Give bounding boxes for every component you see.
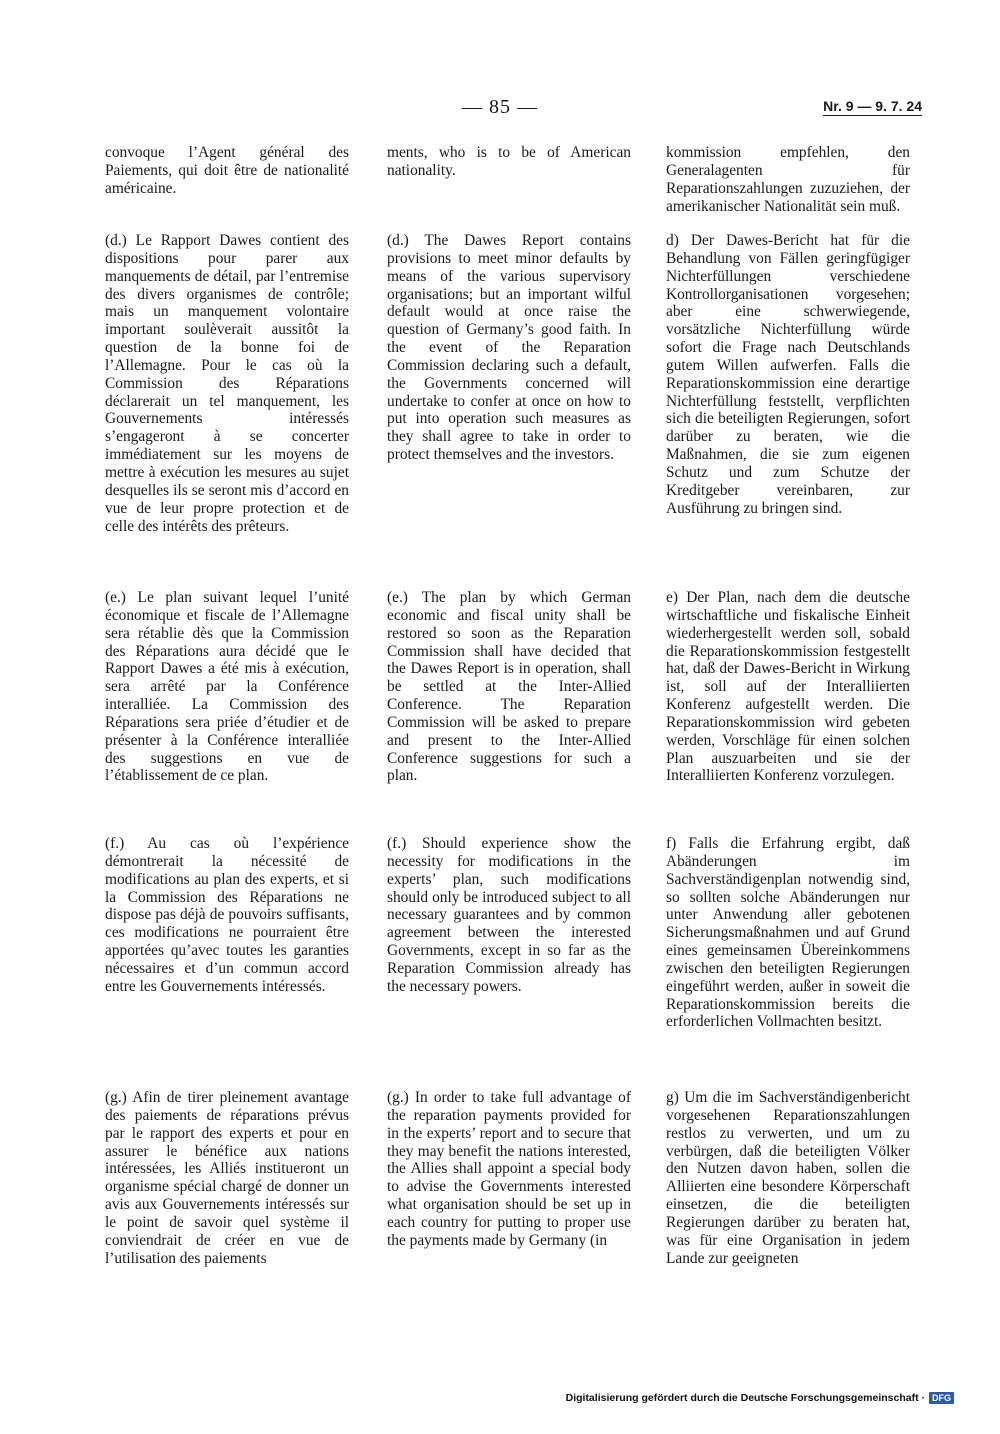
footer-text: Digitalisierung gefördert durch die Deutsche Forschungsgemeinschaft · [565, 1392, 925, 1404]
de-paragraph-intro: kommission empfehlen, den Generalagenten für Reparationszahlungen zuzuziehen, der amerikanischer Nationalität sein muß. [666, 144, 910, 215]
digitization-footer [566, 1392, 954, 1404]
fr-paragraph-f: (f.) Au cas où l’expérience démontrerait la nécessité de modifications au plan des experts, et si la Commission des Réparations ne dispose pas déjà de pouvoirs suffisants, ces modifications ne pourraient être apportées qu’avec toutes les garanties nécessaires et d’un commun accord entre les Gouvernements intéressés. [105, 835, 349, 995]
de-paragraph-f: f) Falls die Erfahrung ergibt, daß Abänderungen im Sachverständigenplan notwendig sind, so sollten solche Abänderungen nur unter Anwendung aller gebotenen Sicherungsmaßnahmen und auf Grund eines gemeinsamen Übereinkommens zwischen den beteiligten Regierungen eingeführt werden, außer in soweit die Reparationskommission bereits die erforderlichen Vollmachten besitzt. [666, 835, 910, 1031]
de-paragraph-e: e) Der Plan, nach dem die deutsche wirtschaftliche und fiskalische Einheit wiederhergestellt werden soll, sobald die Reparationskommission festgestellt hat, daß der Dawes-Bericht in Wirkung ist, soll auf der Interalliierten Konferenz aufgestellt werden. Die Reparationskommission wird gebeten werden, Vorschläge für einen solchen Plan auszuarbeiten und sie der Interalliierten Konferenz vorzulegen. [666, 589, 910, 785]
fr-paragraph-intro: convoque l’Agent général des Paiements, qui doit être de nationalité américaine. [105, 144, 349, 197]
dfg-logo: DFG [929, 1392, 954, 1404]
de-paragraph-g: g) Um die im Sachverständigenbericht vorgesehenen Reparationszahlungen restlos zu verwerten, und um zu verbürgen, daß die beteiligten Völker den Nutzen davon haben, sollen die Alliierten eine besondere Körperschaft einsetzen, die die beteiligten Regierungen darüber zu beraten hat, was für eine Organisation in jedem Lande zur geeigneten [666, 1089, 910, 1267]
fr-paragraph-g: (g.) Afin de tirer pleinement avantage des paiements de réparations prévus par le rapport des experts et pour en assurer le bénéfice aux nations intéressées, les Alliés institueront un organisme spécial chargé de donner un avis aux Gouvernements intéressés sur le point de savoir quel système il conviendrait de créer en vue de l’utilisation des paiements [105, 1089, 349, 1267]
issue-label: Nr. 9 — 9. 7. 24 [823, 98, 922, 114]
fr-paragraph-d: (d.) Le Rapport Dawes contient des dispositions pour parer aux manquements de détail, par l’entremise des divers organismes de contrôle; mais un manquement volontaire important soulèverait aussitôt la question de la bonne foi de l’Allemagne. Pour le cas où la Commission des Réparations déclarerait un tel manquement, les Gouvernements intéressés s’engageront à se concerter immédiatement sur les moyens de mettre à exécution les mesures au sujet desquelles ils se seront mis d’accord en vue de leur propre protection et de celle des intérêts des prêteurs. [105, 232, 349, 535]
en-paragraph-d: (d.) The Dawes Report contains provisions to meet minor defaults by means of the various supervisory organisations; but an important wilful default would at once raise the question of Germany’s good faith. In the event of the Reparation Commission declaring such a default, the Governments concerned will undertake to confer at once on how to put into operation such measures as they shall agree to take in order to protect themselves and the investors. [387, 232, 631, 464]
en-paragraph-f: (f.) Should experience show the necessity for modifications in the experts’ plan, such modifications should only be introduced subject to all necessary guarantees and by common agreement between the interested Governments, except in so far as the Reparation Commission already has the necessary powers. [387, 835, 631, 995]
en-paragraph-e: (e.) The plan by which German economic and fiscal unity shall be restored so soon as the Reparation Commission shall have decided that the Dawes Report is in operation, shall be settled at the Inter-Allied Conference. The Reparation Commission will be asked to prepare and present to the Inter-Allied Conference suggestions for such a plan. [387, 589, 631, 785]
en-paragraph-g: (g.) In order to take full advantage of the reparation payments provided for in the experts’ report and to secure that they may benefit the nations interested, the Allies shall appoint a special body to advise the Governments interested what organisation should be set up in each country for putting to proper use the payments made by Germany (in [387, 1089, 631, 1249]
page-number: — 85 — [462, 96, 538, 118]
de-paragraph-d: d) Der Dawes-Bericht hat für die Behandlung von Fällen geringfügiger Nichterfüllungen verschiedene Kontrollorganisationen vorgesehen; aber eine schwerwiegende, vorsätzliche Nichterfüllung würde sofort die Frage nach Deutschlands gutem Willen aufwerfen. Falls die Reparationskommission eine derartige Nichterfüllung feststellt, verpflichten sich die beteiligten Regierungen, sofort darüber zu beraten, wie die Maßnahmen, die sie zum eigenen Schutz und zum Schutze der Kreditgeber vereinbaren, zur Ausführung zu bringen sind. [666, 232, 910, 517]
en-paragraph-intro: ments, who is to be of American nationality. [387, 144, 631, 179]
fr-paragraph-e: (e.) Le plan suivant lequel l’unité économique et fiscale de l’Allemagne sera rétablie dès que la Commission des Réparations aura décidé que le Rapport Dawes a été mis à exécution, sera arrêté par la Conférence interalliée. La Commission des Réparations sera priée d’étudier et de présenter à la Conférence interalliée des suggestions en vue de l’établissement de ce plan. [105, 589, 349, 785]
